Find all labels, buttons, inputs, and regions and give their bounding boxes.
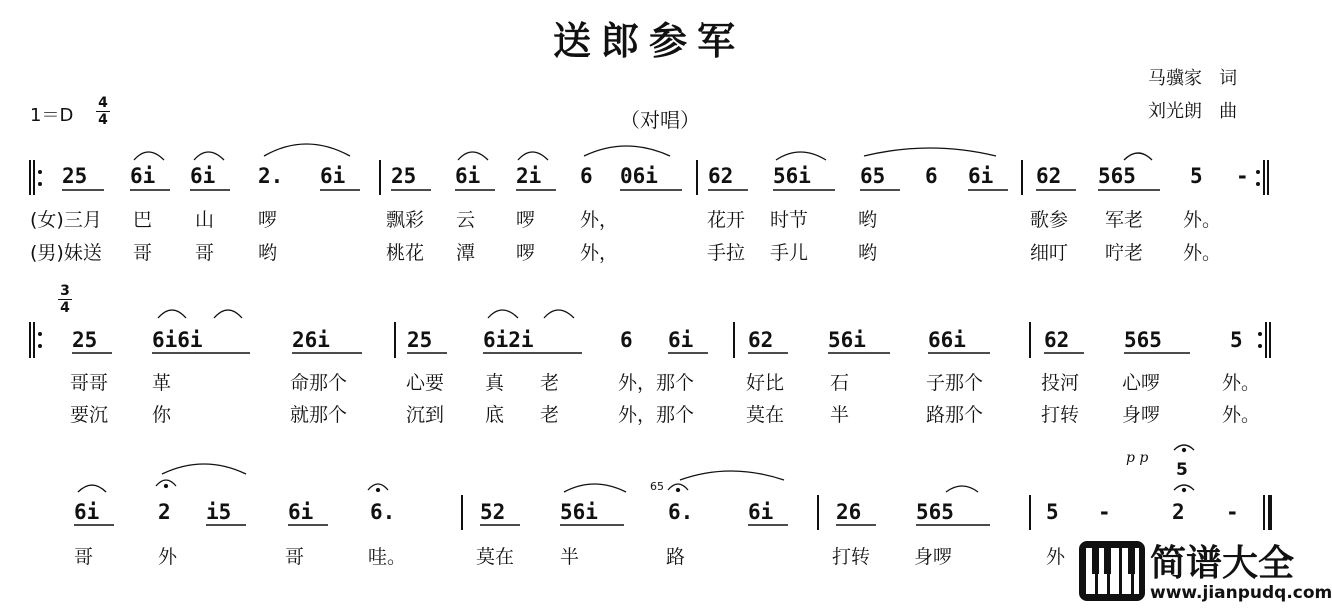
note-group: 6i — [455, 164, 481, 188]
lyric: 路 — [666, 546, 686, 568]
note-group: 6i — [74, 500, 100, 524]
lyric: (女)三月 — [30, 209, 102, 231]
lyric: 桃花 — [386, 242, 425, 264]
lyric: 外，那个 — [618, 404, 695, 426]
lyric: 巴 — [133, 209, 153, 231]
lyric: 好比 — [746, 372, 785, 394]
note-group: 26i — [292, 328, 330, 352]
lyric: 哥哥 — [70, 372, 109, 394]
lyric: 革 — [152, 372, 172, 394]
note-group: 5 — [1046, 500, 1059, 524]
note-group: 56i — [773, 164, 811, 188]
lyric: 老 — [540, 404, 560, 426]
lyric: 外 — [158, 546, 178, 568]
note-group: 6i — [130, 164, 156, 188]
lyric: 外， — [580, 242, 619, 264]
lyric: 石 — [830, 372, 850, 394]
note-group: 565 — [1124, 328, 1162, 352]
lyric: 军老 — [1105, 209, 1144, 231]
time-sig-top: 3 — [60, 283, 70, 299]
lyric: 你 — [152, 404, 172, 426]
composer-role: 曲 — [1219, 101, 1238, 122]
lyric: 心啰 — [1122, 372, 1161, 394]
lyric: 半 — [560, 546, 580, 568]
note-group: - — [1236, 164, 1249, 188]
time-sig-bottom: 4 — [60, 300, 70, 316]
lyric: 歌参 — [1030, 209, 1069, 231]
logo-name: 简谱大全 — [1150, 543, 1295, 584]
lyric: 啰 — [258, 209, 278, 231]
lyric: 哟 — [858, 242, 878, 264]
note-group: 52 — [480, 500, 506, 524]
note-group: 6i — [190, 164, 216, 188]
lyricist-name: 马骥家 — [1148, 68, 1202, 89]
lyric: 潭 — [456, 242, 476, 264]
note-group: 06i — [620, 164, 658, 188]
lyric: 心要 — [406, 372, 445, 394]
lyric: 投河 — [1041, 372, 1080, 394]
note-group: 6i — [668, 328, 694, 352]
page-title: 送郎参军 — [552, 19, 745, 63]
lyric: 哟 — [858, 209, 878, 231]
note-group: 56i — [828, 328, 866, 352]
lyricist-role: 词 — [1219, 68, 1238, 89]
time-sig-top: 4 — [98, 95, 108, 111]
lyric: 哥 — [133, 242, 153, 264]
lyric: 身啰 — [914, 546, 953, 568]
lyric: 子那个 — [926, 372, 984, 394]
lyric: (男)妹送 — [30, 242, 102, 264]
lyric: 手拉 — [707, 242, 746, 264]
note-group: 25 — [62, 164, 88, 188]
lyric: 哟 — [258, 242, 278, 264]
lyric: 半 — [830, 404, 850, 426]
lyric: 莫在 — [476, 546, 515, 568]
lyric: 外。 — [1222, 404, 1261, 426]
note-group: 2 — [1172, 500, 1185, 524]
lyric: 外 — [1046, 546, 1066, 568]
note-group: 62 — [708, 164, 734, 188]
note-group: i5 — [206, 500, 232, 524]
lyric: 外。 — [1222, 372, 1261, 394]
lyric: 花开 — [707, 209, 746, 231]
lyric: 真 — [485, 372, 505, 394]
note-group: 2 — [158, 500, 171, 524]
note-group: 565 — [916, 500, 954, 524]
lyric: 路那个 — [926, 404, 984, 426]
dynamics-pp: p p — [1126, 450, 1149, 466]
note-group: 25 — [391, 164, 417, 188]
note-group: 26 — [836, 500, 862, 524]
lyric: 外， — [580, 209, 619, 231]
lyric: 要沉 — [70, 404, 109, 426]
lyric: 外。 — [1183, 209, 1222, 231]
note-group: 6i — [288, 500, 314, 524]
lyric: 啰 — [516, 242, 536, 264]
note-group: - — [1098, 500, 1111, 524]
lyric: 莫在 — [746, 404, 785, 426]
note-group: - — [1226, 500, 1239, 524]
lyric: 时节 — [770, 209, 809, 231]
grace-notes: 65 — [650, 480, 664, 493]
note-group: 5 — [1230, 328, 1243, 352]
lyric: 就那个 — [290, 404, 348, 426]
lyric: 命那个 — [290, 372, 348, 394]
lyric: 哥 — [74, 546, 94, 568]
key-signature: 1＝D — [30, 105, 74, 126]
lyric: 哥 — [285, 546, 305, 568]
note-group: 25 — [407, 328, 433, 352]
piano-logo-icon — [1078, 540, 1146, 602]
lyric: 咛老 — [1105, 242, 1144, 264]
lyric: 底 — [485, 404, 505, 426]
chord-note: 5 — [1176, 460, 1188, 480]
lyric: 啰 — [516, 209, 536, 231]
lyric: 外。 — [1183, 242, 1222, 264]
lyric: 手儿 — [770, 242, 809, 264]
subtitle: （对唱） — [620, 108, 700, 132]
lyric: 细叮 — [1030, 242, 1069, 264]
note-group: 65 — [860, 164, 886, 188]
note-group: 62 — [748, 328, 774, 352]
logo-url: www.jianpudq.com — [1150, 583, 1332, 603]
note-group: 6i2i — [483, 328, 534, 352]
note-group: 6 — [580, 164, 593, 188]
note-group: 6 — [620, 328, 633, 352]
lyric: 身啰 — [1122, 404, 1161, 426]
note-group: 6i — [968, 164, 994, 188]
note-group: 6. — [370, 500, 396, 524]
note-group: 62 — [1044, 328, 1070, 352]
note-group: 6i — [320, 164, 346, 188]
lyric: 沉到 — [406, 404, 445, 426]
lyric: 哇。 — [368, 546, 407, 568]
lyric: 外，那个 — [618, 372, 695, 394]
time-sig-bottom: 4 — [98, 112, 108, 128]
note-group: 6. — [668, 500, 694, 524]
lyric: 云 — [456, 209, 476, 231]
lyric: 哥 — [195, 242, 215, 264]
composer-name: 刘光朗 — [1148, 101, 1202, 122]
note-group: 25 — [72, 328, 98, 352]
lyric: 打转 — [1041, 404, 1080, 426]
note-group: 66i — [928, 328, 966, 352]
lyric: 老 — [540, 372, 560, 394]
note-group: 565 — [1098, 164, 1136, 188]
note-group: 2i — [516, 164, 542, 188]
lyric: 飘彩 — [386, 209, 425, 231]
note-group: 56i — [560, 500, 598, 524]
note-group: 2. — [258, 164, 284, 188]
lyric: 山 — [195, 209, 215, 231]
note-group: 62 — [1036, 164, 1062, 188]
lyric: 打转 — [832, 546, 871, 568]
note-group: 6i6i — [152, 328, 203, 352]
note-group: 6 — [925, 164, 938, 188]
note-group: 6i — [748, 500, 774, 524]
note-group: 5 — [1190, 164, 1203, 188]
